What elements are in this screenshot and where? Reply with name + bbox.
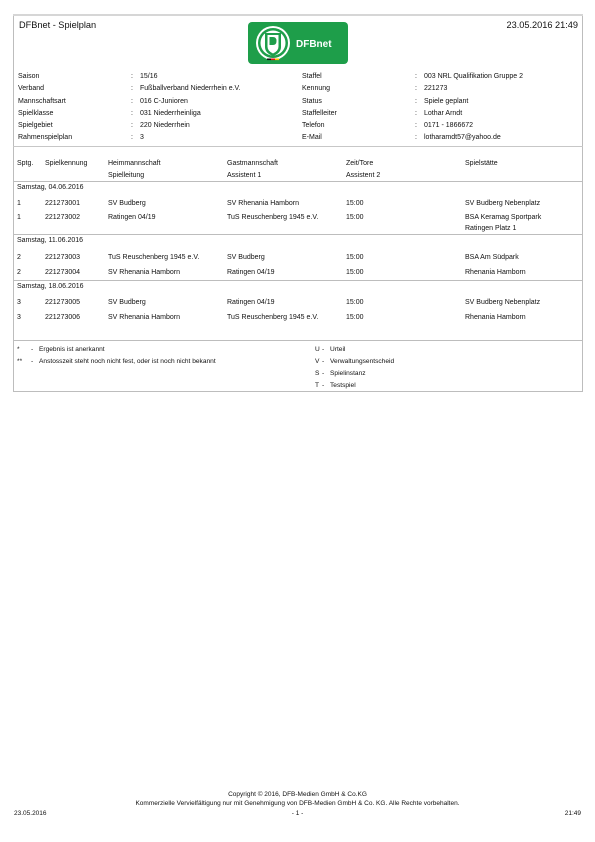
meta-separator [13, 146, 583, 147]
legend-key: ** [17, 358, 23, 365]
footer-page-number: - 1 - [291, 810, 304, 817]
cell-zeit: 15:00 [346, 269, 364, 276]
cell-heim: TuS Reuschenberg 1945 e.V. [108, 254, 200, 261]
cell-staette-line2: Ratingen Platz 1 [465, 224, 517, 232]
meta-left-values [131, 71, 241, 145]
meta-label: Verband [18, 85, 45, 93]
legend-dash: - [31, 358, 34, 365]
meta-value: lotharamdt57@yahoo.de [424, 134, 501, 142]
meta-value-row [131, 120, 241, 132]
meta-label: Kennung [302, 85, 331, 93]
legend-key: S [315, 370, 320, 377]
legend-key: U [315, 346, 320, 353]
col-header-heim [108, 158, 161, 181]
cell-sptg: 3 [17, 299, 21, 306]
meta-value: 016 C-Junioren [140, 97, 188, 105]
meta-colon: : [415, 97, 417, 105]
meta-value: 220 Niederrhein [140, 122, 190, 130]
legend-key: * [17, 346, 20, 353]
meta-colon: : [131, 109, 133, 117]
legend-text: Anstosszeit steht noch nicht fest, oder ist noch nicht bekannt [39, 358, 216, 365]
meta-value: Fußballverband Niederrhein e.V. [140, 85, 241, 93]
meta-colon: : [415, 109, 417, 117]
meta-value: 15/16 [140, 73, 158, 80]
cell-zeit: 15:00 [346, 314, 364, 321]
col-header-kennung: Spielkennung [45, 160, 88, 167]
cell-zeit: 15:00 [346, 214, 364, 221]
legend-dash: - [322, 346, 325, 353]
meta-value-row [415, 71, 523, 83]
cell-zeit: 15:00 [346, 299, 364, 306]
meta-value: Lothar Arndt [424, 109, 463, 117]
cell-gast: TuS Reuschenberg 1945 e.V. [227, 214, 319, 221]
meta-colon: : [415, 122, 417, 130]
legend-text: Verwaltungsentscheid [330, 358, 395, 365]
cell-zeit: 15:00 [346, 200, 364, 207]
meta-label: Staffel [302, 73, 322, 80]
meta-colon: : [415, 73, 417, 80]
cell-staette: SV Budberg Nebenplatz [465, 200, 541, 207]
meta-value-row [131, 71, 241, 83]
cell-kennung: 221273001 [45, 200, 81, 207]
col-header-zeit [346, 158, 380, 181]
meta-label: Mannschaftsart [18, 97, 66, 105]
meta-colon: : [131, 97, 133, 105]
legend-text: Urteil [330, 346, 346, 353]
frame-top-bar [13, 14, 583, 16]
cell-staette: BSA Keramag Sportpark [465, 214, 542, 221]
cell-staette: SV Budberg Nebenplatz [465, 299, 541, 306]
meta-colon: : [131, 122, 133, 130]
footer-time: 21:49 [564, 810, 581, 817]
col-header-sptg: Sptg. [17, 160, 34, 167]
meta-label: Staffelleiter [302, 109, 337, 117]
cell-staette: Rhenania Hamborn [465, 269, 526, 276]
meta-value-row [131, 96, 241, 108]
cell-kennung: 221273005 [45, 299, 81, 306]
meta-label: Spielklasse [18, 109, 54, 117]
cell-heim: SV Budberg [108, 200, 146, 207]
meta-value: Spiele geplant [424, 97, 469, 105]
meta-right-labels [302, 71, 337, 145]
print-datetime: 23.05.2016 21:49 [506, 20, 578, 30]
meta-label: Telefon [302, 122, 325, 130]
meta-label: Spielgebiet [18, 122, 53, 130]
cell-kennung: 221273004 [45, 269, 81, 276]
col-header-gast-label: Gastmannschaft [227, 160, 278, 167]
cell-gast: SV Budberg [227, 254, 265, 261]
col-header-assistent2: Assistent 2 [346, 171, 381, 179]
cell-heim: SV Budberg [108, 299, 146, 306]
meta-left-labels [18, 71, 72, 145]
cell-heim: SV Rhenania Hamborn [108, 314, 180, 321]
footer-copyright: Copyright © 2016, DFB-Medien GmbH & Co.KG [228, 791, 367, 798]
cell-gast: SV Rhenania Hamborn [227, 200, 299, 207]
cell-sptg: 2 [17, 254, 21, 261]
col-header-gast [227, 158, 278, 181]
meta-label: Rahmenspielplan [18, 134, 73, 142]
cell-staette: BSA Am Südpark [465, 254, 519, 261]
meta-colon: : [415, 85, 417, 93]
cell-sptg: 2 [17, 269, 21, 276]
page-title: DFBnet - Spielplan [19, 20, 97, 30]
footer-date: 23.05.2016 [14, 810, 47, 817]
cell-gast: TuS Reuschenberg 1945 e.V. [227, 314, 319, 321]
cell-heim: SV Rhenania Hamborn [108, 269, 180, 276]
meta-value: 221273 [424, 85, 448, 93]
meta-label: E-Mail [302, 134, 322, 142]
meta-colon: : [415, 134, 417, 142]
meta-colon: : [131, 85, 133, 93]
meta-value-row [415, 132, 523, 144]
cell-staette: Rhenania Hamborn [465, 314, 526, 321]
col-header-heim-label: Heimmannschaft [108, 160, 161, 167]
dfbnet-logo [248, 22, 348, 64]
meta-value-row [415, 108, 523, 120]
col-header-spielleitung: Spielleitung [108, 171, 145, 179]
meta-value-row [131, 132, 241, 144]
match-date: Samstag, 11.06.2016 [17, 237, 84, 244]
legend-dash: - [322, 382, 325, 389]
dfb-emblem-icon [256, 26, 290, 60]
legend-dash: - [322, 358, 325, 365]
col-header-staette: Spielstätte [465, 160, 498, 167]
cell-gast: Ratingen 04/19 [227, 299, 275, 306]
meta-value-row [131, 83, 241, 95]
legend-dash: - [322, 370, 325, 377]
legend-text: Testspiel [330, 382, 356, 389]
cell-zeit: 15:00 [346, 254, 364, 261]
col-header-assistent1: Assistent 1 [227, 171, 262, 179]
cell-sptg: 1 [17, 214, 21, 221]
legend-text: Spielinstanz [330, 370, 366, 377]
match-date: Samstag, 18.06.2016 [17, 283, 84, 290]
cell-heim: Ratingen 04/19 [108, 214, 156, 221]
col-header-zeit-label: Zeit/Tore [346, 160, 374, 167]
cell-kennung: 221273003 [45, 254, 81, 261]
date-divider [13, 234, 583, 235]
cell-sptg: 3 [17, 314, 21, 321]
meta-label: Saison [18, 73, 40, 80]
meta-value: 3 [140, 134, 144, 142]
legend-key: T [315, 382, 320, 389]
table-header-divider [13, 181, 583, 182]
meta-right-values [415, 71, 523, 145]
cell-kennung: 221273002 [45, 214, 81, 221]
date-divider [13, 280, 583, 281]
legend-text: Ergebnis ist anerkannt [39, 346, 105, 353]
cell-sptg: 1 [17, 200, 21, 207]
legend-key: V [315, 358, 320, 365]
cell-gast: Ratingen 04/19 [227, 269, 275, 276]
meta-label: Status [302, 97, 322, 105]
meta-value-row [415, 96, 523, 108]
meta-value-row [415, 120, 523, 132]
legend-dash: - [31, 346, 34, 353]
meta-value: 003 NRL Qualifikation Gruppe 2 [424, 73, 523, 80]
cell-kennung: 221273006 [45, 314, 81, 321]
footer-notice: Kommerzielle Vervielfältigung nur mit Genehmigung von DFB-Medien GmbH & Co. KG. Alle Rechte vorbehalten. [135, 800, 460, 807]
meta-value: 031 Niederrheinliga [140, 109, 201, 117]
meta-value-row [131, 108, 241, 120]
meta-colon: : [131, 73, 133, 80]
match-date: Samstag, 04.06.2016 [17, 184, 84, 191]
meta-value-row [415, 83, 523, 95]
logo-text: DFBnet [296, 39, 332, 50]
meta-value: 0171 - 1866672 [424, 122, 474, 130]
meta-colon: : [131, 134, 133, 142]
